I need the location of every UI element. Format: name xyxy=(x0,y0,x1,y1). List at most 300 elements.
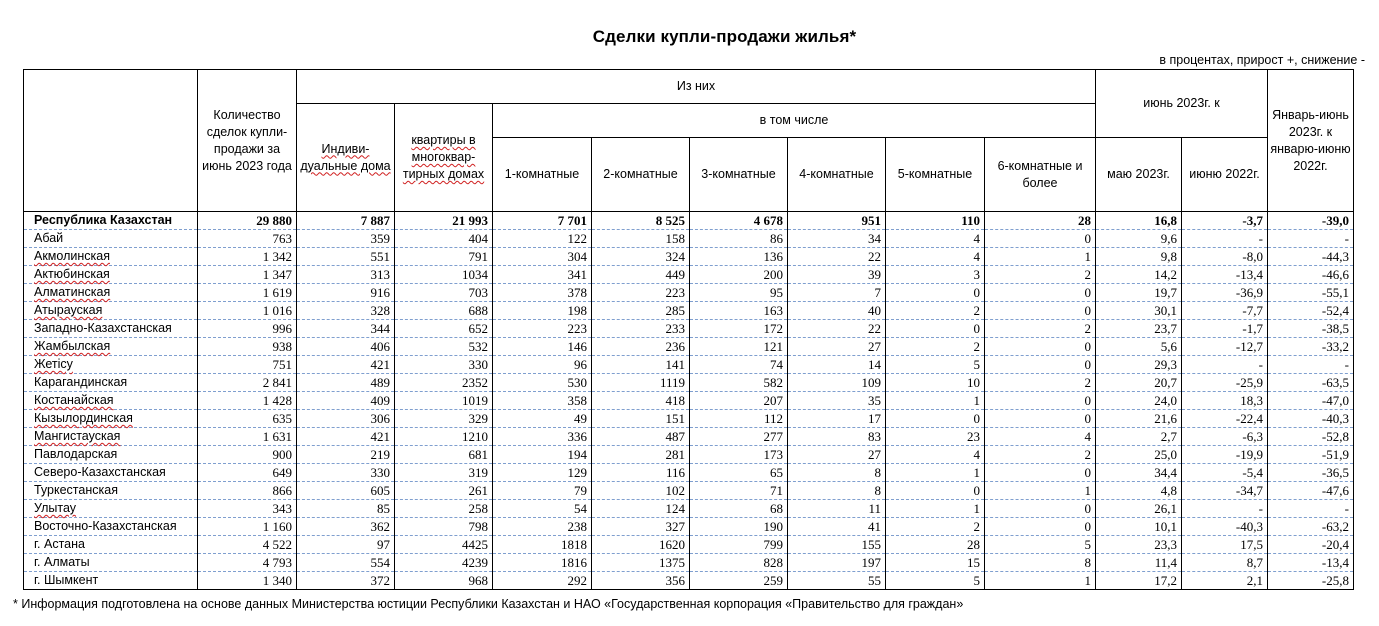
cell-ytd: -51,9 xyxy=(1268,446,1354,464)
cell-r6: 2 xyxy=(985,320,1096,338)
region-name: Костанайская xyxy=(24,392,198,410)
table-row xyxy=(24,518,1354,536)
rooms-6-header: 6-комнатные и более xyxy=(985,138,1096,212)
table-row xyxy=(24,320,1354,338)
region-name: Кызылординская xyxy=(24,410,198,428)
region-name: г. Шымкент xyxy=(24,572,198,590)
table-row xyxy=(24,266,1354,284)
region-name: Алматинская xyxy=(24,284,198,302)
cell-may: 34,4 xyxy=(1096,464,1182,482)
cell-r4: 17 xyxy=(788,410,886,428)
cell-ytd: -39,0 xyxy=(1268,212,1354,230)
cell-ytd: -44,3 xyxy=(1268,248,1354,266)
cell-r1: 358 xyxy=(493,392,592,410)
cell-r6: 0 xyxy=(985,500,1096,518)
table-row xyxy=(24,392,1354,410)
cell-ind: 362 xyxy=(297,518,395,536)
table-row xyxy=(24,500,1354,518)
cell-apt: 4239 xyxy=(395,554,493,572)
cell-ind: 306 xyxy=(297,410,395,428)
cell-ytd: -40,3 xyxy=(1268,410,1354,428)
cell-ind: 372 xyxy=(297,572,395,590)
region-name: Туркестанская xyxy=(24,482,198,500)
cell-apt: 652 xyxy=(395,320,493,338)
cell-jun: -6,3 xyxy=(1182,428,1268,446)
cell-may: 17,2 xyxy=(1096,572,1182,590)
region-name: г. Астана xyxy=(24,536,198,554)
cell-ytd: - xyxy=(1268,230,1354,248)
cell-ind: 85 xyxy=(297,500,395,518)
table-row xyxy=(24,284,1354,302)
cell-may: 4,8 xyxy=(1096,482,1182,500)
cell-total: 2 841 xyxy=(198,374,297,392)
cell-apt: 329 xyxy=(395,410,493,428)
cell-total: 343 xyxy=(198,500,297,518)
cell-jun: -1,7 xyxy=(1182,320,1268,338)
cell-r2: 281 xyxy=(592,446,690,464)
cell-jun: 17,5 xyxy=(1182,536,1268,554)
region-name: Улытау xyxy=(24,500,198,518)
cell-r5: 1 xyxy=(886,392,985,410)
cell-r5: 15 xyxy=(886,554,985,572)
cell-r5: 0 xyxy=(886,320,985,338)
cell-total: 29 880 xyxy=(198,212,297,230)
cell-r4: 951 xyxy=(788,212,886,230)
cell-r4: 109 xyxy=(788,374,886,392)
cell-r5: 0 xyxy=(886,410,985,428)
table-row xyxy=(24,248,1354,266)
cell-r6: 8 xyxy=(985,554,1096,572)
cell-total: 649 xyxy=(198,464,297,482)
table-row xyxy=(24,374,1354,392)
cell-may: 21,6 xyxy=(1096,410,1182,428)
cell-r6: 28 xyxy=(985,212,1096,230)
cell-may: 26,1 xyxy=(1096,500,1182,518)
cell-may: 30,1 xyxy=(1096,302,1182,320)
cell-ind: 219 xyxy=(297,446,395,464)
cell-r1: 129 xyxy=(493,464,592,482)
cell-may: 2,7 xyxy=(1096,428,1182,446)
cell-jun: -8,0 xyxy=(1182,248,1268,266)
count-header: Количество сделок купли-продажи за июнь 2023 года xyxy=(198,70,297,212)
cell-r3: 799 xyxy=(690,536,788,554)
region-name: Павлодарская xyxy=(24,446,198,464)
cell-r3: 200 xyxy=(690,266,788,284)
cell-r3: 95 xyxy=(690,284,788,302)
may-header: маю 2023г. xyxy=(1096,138,1182,212)
cell-ytd: -55,1 xyxy=(1268,284,1354,302)
cell-total: 4 522 xyxy=(198,536,297,554)
cell-r3: 121 xyxy=(690,338,788,356)
cell-r6: 0 xyxy=(985,464,1096,482)
cell-r4: 155 xyxy=(788,536,886,554)
cell-r1: 49 xyxy=(493,410,592,428)
cell-r5: 2 xyxy=(886,302,985,320)
cell-jun: 18,3 xyxy=(1182,392,1268,410)
cell-r4: 22 xyxy=(788,248,886,266)
cell-r3: 207 xyxy=(690,392,788,410)
cell-r6: 0 xyxy=(985,410,1096,428)
cell-r3: 136 xyxy=(690,248,788,266)
cell-may: 16,8 xyxy=(1096,212,1182,230)
cell-r4: 197 xyxy=(788,554,886,572)
cell-apt: 4425 xyxy=(395,536,493,554)
cell-r5: 110 xyxy=(886,212,985,230)
cell-apt: 21 993 xyxy=(395,212,493,230)
region-name: Восточно-Казахстанская xyxy=(24,518,198,536)
cell-ind: 605 xyxy=(297,482,395,500)
cell-r3: 190 xyxy=(690,518,788,536)
cell-jun: -3,7 xyxy=(1182,212,1268,230)
cell-r4: 14 xyxy=(788,356,886,374)
region-name: Акмолинская xyxy=(24,248,198,266)
cell-r3: 86 xyxy=(690,230,788,248)
cell-ind: 328 xyxy=(297,302,395,320)
cell-r3: 828 xyxy=(690,554,788,572)
cell-jun: -7,7 xyxy=(1182,302,1268,320)
cell-r2: 158 xyxy=(592,230,690,248)
cell-may: 19,7 xyxy=(1096,284,1182,302)
cell-r5: 4 xyxy=(886,446,985,464)
cell-jun: -40,3 xyxy=(1182,518,1268,536)
cell-jun: -34,7 xyxy=(1182,482,1268,500)
cell-r4: 34 xyxy=(788,230,886,248)
cell-may: 25,0 xyxy=(1096,446,1182,464)
cell-may: 20,7 xyxy=(1096,374,1182,392)
cell-may: 24,0 xyxy=(1096,392,1182,410)
cell-r4: 27 xyxy=(788,446,886,464)
cell-r4: 7 xyxy=(788,284,886,302)
cell-total: 866 xyxy=(198,482,297,500)
cell-r1: 198 xyxy=(493,302,592,320)
cell-may: 10,1 xyxy=(1096,518,1182,536)
table-row xyxy=(24,536,1354,554)
cell-jun: 2,1 xyxy=(1182,572,1268,590)
cell-r4: 83 xyxy=(788,428,886,446)
rooms-2-header: 2-комнатные xyxy=(592,138,690,212)
cell-r4: 27 xyxy=(788,338,886,356)
cell-r6: 0 xyxy=(985,518,1096,536)
cell-r1: 122 xyxy=(493,230,592,248)
cell-jun: -12,7 xyxy=(1182,338,1268,356)
cell-apt: 681 xyxy=(395,446,493,464)
cell-may: 5,6 xyxy=(1096,338,1182,356)
cell-r5: 10 xyxy=(886,374,985,392)
cell-r5: 0 xyxy=(886,284,985,302)
table-row xyxy=(24,410,1354,428)
cell-r3: 4 678 xyxy=(690,212,788,230)
region-header xyxy=(24,70,198,212)
cell-ytd: -38,5 xyxy=(1268,320,1354,338)
of-them-header: Из них xyxy=(297,70,1096,104)
cell-r1: 54 xyxy=(493,500,592,518)
cell-r5: 1 xyxy=(886,464,985,482)
cell-r2: 8 525 xyxy=(592,212,690,230)
cell-ytd: -63,5 xyxy=(1268,374,1354,392)
housing-deals-table xyxy=(23,69,1354,590)
region-name: Жамбылская xyxy=(24,338,198,356)
cell-ind: 7 887 xyxy=(297,212,395,230)
cell-r6: 1 xyxy=(985,572,1096,590)
footnote: * Информация подготовлена на основе данных Министерства юстиции Республики Казахстан и НАО «Государственная корпорация «Правительство для граждан» xyxy=(13,597,964,611)
cell-jun: - xyxy=(1182,500,1268,518)
region-name: Абай xyxy=(24,230,198,248)
cell-apt: 1034 xyxy=(395,266,493,284)
cell-ytd: - xyxy=(1268,500,1354,518)
cell-r2: 233 xyxy=(592,320,690,338)
cell-r2: 102 xyxy=(592,482,690,500)
cell-r4: 8 xyxy=(788,482,886,500)
cell-total: 900 xyxy=(198,446,297,464)
cell-r6: 0 xyxy=(985,230,1096,248)
cell-total: 1 619 xyxy=(198,284,297,302)
cell-apt: 1019 xyxy=(395,392,493,410)
cell-r5: 23 xyxy=(886,428,985,446)
table-row xyxy=(24,230,1354,248)
region-name: Жетісу xyxy=(24,356,198,374)
cell-r4: 11 xyxy=(788,500,886,518)
region-name: Актюбинская xyxy=(24,266,198,284)
cell-total: 1 428 xyxy=(198,392,297,410)
cell-apt: 330 xyxy=(395,356,493,374)
cell-r1: 378 xyxy=(493,284,592,302)
table-row xyxy=(24,338,1354,356)
cell-jun: -5,4 xyxy=(1182,464,1268,482)
cell-r5: 2 xyxy=(886,518,985,536)
cell-jun: 8,7 xyxy=(1182,554,1268,572)
cell-apt: 688 xyxy=(395,302,493,320)
cell-jun: -25,9 xyxy=(1182,374,1268,392)
cell-r1: 304 xyxy=(493,248,592,266)
region-name: Атырауская xyxy=(24,302,198,320)
cell-r5: 0 xyxy=(886,482,985,500)
cell-ind: 97 xyxy=(297,536,395,554)
cell-r4: 8 xyxy=(788,464,886,482)
cell-ind: 406 xyxy=(297,338,395,356)
cell-total: 4 793 xyxy=(198,554,297,572)
cell-r6: 2 xyxy=(985,374,1096,392)
cell-apt: 1210 xyxy=(395,428,493,446)
table-body xyxy=(24,212,1354,590)
cell-may: 11,4 xyxy=(1096,554,1182,572)
cell-r2: 1620 xyxy=(592,536,690,554)
cell-r1: 238 xyxy=(493,518,592,536)
cell-r5: 28 xyxy=(886,536,985,554)
table-row xyxy=(24,356,1354,374)
cell-r6: 0 xyxy=(985,302,1096,320)
cell-ind: 359 xyxy=(297,230,395,248)
cell-r2: 449 xyxy=(592,266,690,284)
cell-ytd: -36,5 xyxy=(1268,464,1354,482)
cell-r3: 74 xyxy=(690,356,788,374)
cell-r2: 418 xyxy=(592,392,690,410)
cell-jun: -19,9 xyxy=(1182,446,1268,464)
june22-header: июню 2022г. xyxy=(1182,138,1268,212)
cell-ind: 421 xyxy=(297,428,395,446)
cell-ytd: -47,0 xyxy=(1268,392,1354,410)
cell-ind: 551 xyxy=(297,248,395,266)
cell-r1: 530 xyxy=(493,374,592,392)
cell-r6: 4 xyxy=(985,428,1096,446)
cell-jun: -36,9 xyxy=(1182,284,1268,302)
cell-r4: 40 xyxy=(788,302,886,320)
cell-ytd: -52,8 xyxy=(1268,428,1354,446)
cell-jun: - xyxy=(1182,356,1268,374)
cell-apt: 798 xyxy=(395,518,493,536)
cell-r4: 22 xyxy=(788,320,886,338)
cell-total: 635 xyxy=(198,410,297,428)
cell-r2: 116 xyxy=(592,464,690,482)
cell-may: 14,2 xyxy=(1096,266,1182,284)
cell-r5: 4 xyxy=(886,230,985,248)
cell-r2: 327 xyxy=(592,518,690,536)
units-note: в процентах, прирост +, снижение - xyxy=(1159,53,1365,67)
region-name: г. Алматы xyxy=(24,554,198,572)
cell-r6: 5 xyxy=(985,536,1096,554)
cell-apt: 703 xyxy=(395,284,493,302)
cell-r1: 7 701 xyxy=(493,212,592,230)
ytd-header: Январь-июнь 2023г. к январю-июню 2022г. xyxy=(1268,70,1354,212)
cell-r1: 194 xyxy=(493,446,592,464)
cell-ytd: -47,6 xyxy=(1268,482,1354,500)
table-row xyxy=(24,302,1354,320)
cell-ytd: -13,4 xyxy=(1268,554,1354,572)
cell-r1: 146 xyxy=(493,338,592,356)
cell-r5: 2 xyxy=(886,338,985,356)
cell-ind: 409 xyxy=(297,392,395,410)
cell-r6: 0 xyxy=(985,284,1096,302)
cell-r1: 341 xyxy=(493,266,592,284)
cell-r3: 277 xyxy=(690,428,788,446)
region-name: Северо-Казахстанская xyxy=(24,464,198,482)
cell-total: 996 xyxy=(198,320,297,338)
cell-total: 1 340 xyxy=(198,572,297,590)
cell-r2: 124 xyxy=(592,500,690,518)
cell-ind: 344 xyxy=(297,320,395,338)
cell-r6: 2 xyxy=(985,266,1096,284)
cell-ytd: -33,2 xyxy=(1268,338,1354,356)
cell-r3: 163 xyxy=(690,302,788,320)
cell-apt: 791 xyxy=(395,248,493,266)
cell-jun: -22,4 xyxy=(1182,410,1268,428)
rooms-1-header: 1-комнатные xyxy=(493,138,592,212)
table-row xyxy=(24,572,1354,590)
cell-r6: 0 xyxy=(985,356,1096,374)
cell-total: 938 xyxy=(198,338,297,356)
cell-total: 1 160 xyxy=(198,518,297,536)
cell-r3: 65 xyxy=(690,464,788,482)
cell-ind: 313 xyxy=(297,266,395,284)
cell-ind: 421 xyxy=(297,356,395,374)
cell-r4: 35 xyxy=(788,392,886,410)
region-name: Карагандинская xyxy=(24,374,198,392)
cell-r1: 223 xyxy=(493,320,592,338)
table-row xyxy=(24,464,1354,482)
cell-r6: 1 xyxy=(985,482,1096,500)
rooms-5-header: 5-комнатные xyxy=(886,138,985,212)
cell-ytd: -20,4 xyxy=(1268,536,1354,554)
cell-r6: 1 xyxy=(985,248,1096,266)
cell-apt: 968 xyxy=(395,572,493,590)
individual-houses-header: Индиви-дуальные дома xyxy=(297,104,395,212)
cell-ytd: -63,2 xyxy=(1268,518,1354,536)
cell-r2: 324 xyxy=(592,248,690,266)
cell-total: 1 016 xyxy=(198,302,297,320)
page-title: Сделки купли-продажи жилья* xyxy=(592,27,857,46)
cell-apt: 261 xyxy=(395,482,493,500)
cell-r3: 112 xyxy=(690,410,788,428)
rooms-3-header: 3-комнатные xyxy=(690,138,788,212)
cell-r5: 5 xyxy=(886,356,985,374)
cell-total: 1 347 xyxy=(198,266,297,284)
cell-may: 9,6 xyxy=(1096,230,1182,248)
cell-r2: 285 xyxy=(592,302,690,320)
cell-r6: 2 xyxy=(985,446,1096,464)
cell-r1: 79 xyxy=(493,482,592,500)
region-name: Западно-Казахстанская xyxy=(24,320,198,338)
cell-apt: 532 xyxy=(395,338,493,356)
rooms-4-header: 4-комнатные xyxy=(788,138,886,212)
cell-r6: 0 xyxy=(985,392,1096,410)
cell-r2: 1375 xyxy=(592,554,690,572)
cell-r3: 68 xyxy=(690,500,788,518)
cell-r1: 1816 xyxy=(493,554,592,572)
cell-r5: 4 xyxy=(886,248,985,266)
cell-ind: 916 xyxy=(297,284,395,302)
apartments-header: квартиры в многоквар-тирных домах xyxy=(395,104,493,212)
cell-r4: 41 xyxy=(788,518,886,536)
cell-ind: 489 xyxy=(297,374,395,392)
cell-apt: 258 xyxy=(395,500,493,518)
cell-total: 1 342 xyxy=(198,248,297,266)
cell-r2: 151 xyxy=(592,410,690,428)
cell-r1: 336 xyxy=(493,428,592,446)
cell-may: 9,8 xyxy=(1096,248,1182,266)
cell-r5: 5 xyxy=(886,572,985,590)
cell-r5: 1 xyxy=(886,500,985,518)
cell-total: 751 xyxy=(198,356,297,374)
cell-r1: 96 xyxy=(493,356,592,374)
cell-r1: 1818 xyxy=(493,536,592,554)
cell-ytd: -46,6 xyxy=(1268,266,1354,284)
cell-may: 23,3 xyxy=(1096,536,1182,554)
cell-r2: 141 xyxy=(592,356,690,374)
cell-apt: 2352 xyxy=(395,374,493,392)
cell-jun: -13,4 xyxy=(1182,266,1268,284)
cell-jun: - xyxy=(1182,230,1268,248)
cell-r2: 1119 xyxy=(592,374,690,392)
cell-r3: 259 xyxy=(690,572,788,590)
cell-r4: 39 xyxy=(788,266,886,284)
cell-r6: 0 xyxy=(985,338,1096,356)
cell-apt: 319 xyxy=(395,464,493,482)
table-row-total xyxy=(24,212,1354,230)
cell-r3: 71 xyxy=(690,482,788,500)
cell-ytd: -25,8 xyxy=(1268,572,1354,590)
cell-r1: 292 xyxy=(493,572,592,590)
cell-total: 1 631 xyxy=(198,428,297,446)
cell-r3: 172 xyxy=(690,320,788,338)
region-name: Республика Казахстан xyxy=(24,212,198,230)
cell-r3: 582 xyxy=(690,374,788,392)
table-row xyxy=(24,554,1354,572)
table-row xyxy=(24,482,1354,500)
cell-may: 29,3 xyxy=(1096,356,1182,374)
cell-r2: 356 xyxy=(592,572,690,590)
table-row xyxy=(24,428,1354,446)
including-header: в том числе xyxy=(493,104,1096,138)
cell-r5: 3 xyxy=(886,266,985,284)
